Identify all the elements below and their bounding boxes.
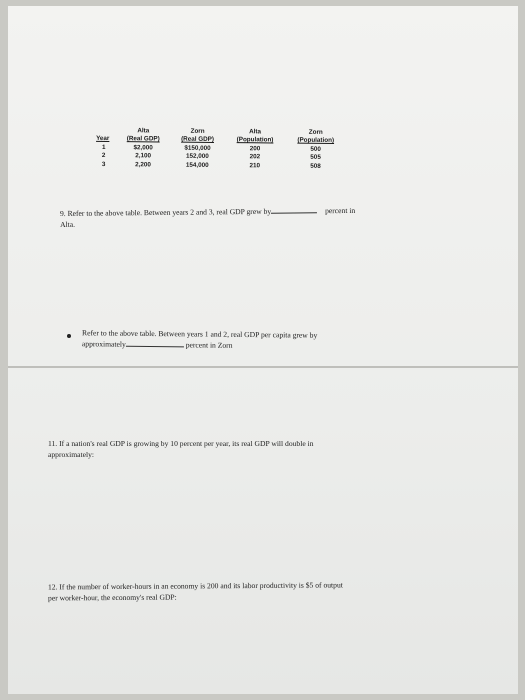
table-cell: 210 (249, 161, 261, 169)
question-10-text: Refer to the above table. Between years 1 and 2, real GDP per capita grew by (82, 328, 318, 340)
header-cell: Zorn (308, 128, 323, 136)
table-cell: 3 (101, 160, 106, 168)
question-9-text: 9. Refer to the above table. Between years 2 and 3, real GDP grew by (59, 206, 272, 218)
question-10-line2a: approximately (81, 338, 126, 349)
question-12-line1: 12. If the number of worker-hours in an economy is 200 and its labor productivity is $5 of output (47, 580, 343, 592)
page-divider (8, 366, 518, 368)
question-12 (48, 580, 468, 604)
question-11-line2: approximately: (48, 449, 94, 459)
header-cell: (Population) (297, 137, 335, 145)
header-cell: (Real GDP) (126, 135, 160, 143)
header-cell: Alta (137, 127, 150, 135)
header-cell: (Real GDP) (181, 136, 215, 144)
question-9-line2: Alta. (60, 219, 76, 229)
bullet-icon (67, 334, 71, 338)
table-cell: 2,200 (135, 160, 151, 169)
table-cell: $2,000 (133, 144, 153, 152)
question-12-line2: per worker-hour, the economy's real GDP: (48, 592, 177, 602)
table-cell: 500 (310, 145, 321, 153)
table-cell: 152,000 (185, 152, 209, 161)
question-10 (82, 328, 412, 352)
question-10-line2b: percent in Zorn (185, 339, 233, 350)
table-cell: 154,000 (185, 161, 209, 169)
table-cell: 200 (249, 145, 261, 153)
table-cell: $150,000 (184, 144, 211, 152)
question-9 (60, 205, 440, 230)
question-9-suffix: percent in (325, 205, 356, 216)
header-cell (96, 127, 116, 136)
header-cell: Alta (249, 128, 262, 136)
header-cell: Zorn (190, 127, 205, 135)
table-cell: 1 (101, 143, 106, 151)
table-cell: 505 (310, 153, 321, 162)
table-cell: 202 (249, 153, 261, 161)
answer-blank (126, 339, 184, 347)
table-cell: 2 (101, 152, 106, 160)
header-cell: (Population) (236, 136, 274, 144)
answer-blank (271, 206, 317, 213)
table-cell: 2,100 (135, 152, 151, 160)
data-table (96, 127, 346, 171)
question-11 (48, 439, 448, 460)
header-cell: Year (96, 135, 110, 143)
question-11-line1: 11. If a nation's real GDP is growing by 10 percent per year, its real GDP will double in (48, 439, 314, 448)
table-cell: 508 (310, 162, 321, 170)
